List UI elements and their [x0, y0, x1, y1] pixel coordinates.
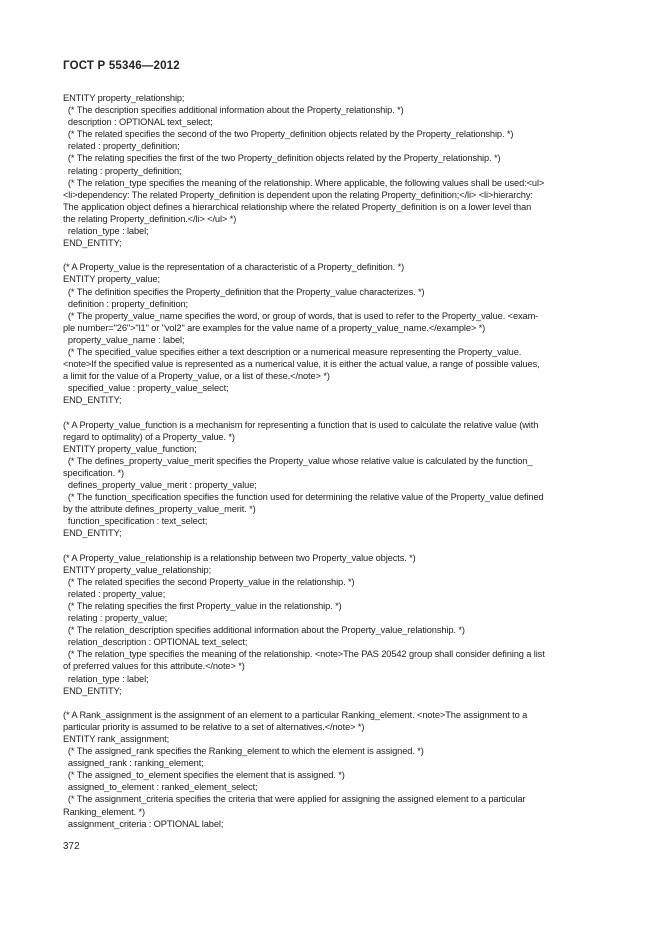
code-line: regard to optimality) of a Property_value. *): [63, 431, 235, 442]
code-line: (* The relation_type specifies the meaning of the relationship. <note>The PAS 20542 group shall consider defining a list: [63, 649, 545, 660]
code-line: The application object defines a hierarchical relationship where the related Property_definition is on a lower level than: [63, 201, 532, 212]
code-line: assigned_rank : ranking_element;: [63, 758, 204, 769]
code-line: (* The assigned_to_element specifies the element that is assigned. *): [63, 770, 345, 781]
code-line: Ranking_element. *): [63, 806, 145, 817]
code-line: [63, 406, 608, 418]
code-line: (* A Property_value_relationship is a relationship between two Property_value objects. *): [63, 552, 416, 563]
code-line: (* The relation_description specifies additional information about the Property_value_relationship. *): [63, 625, 465, 636]
code-line: related : property_definition;: [63, 141, 180, 152]
code-line: a limit for the value of a Property_value, or a list of these.</note> *): [63, 371, 330, 382]
code-line: (* A Property_value is the representation of a characteristic of a Property_definition. *): [63, 262, 405, 273]
code-line: <li>dependency: The related Property_definition is dependent upon the relating Property_definition;</li> <li>hierarchy:: [63, 189, 533, 200]
code-line: assigned_to_element : ranked_element_select;: [63, 782, 258, 793]
code-line: (* The assignment_criteria specifies the criteria that were applied for assigning the assigned element to a particular: [63, 794, 526, 805]
code-line: END_ENTITY;: [63, 238, 122, 249]
code-line: function_specification : text_select;: [63, 516, 208, 527]
code-line: relation_type : label;: [63, 673, 149, 684]
code-line: (* The relating specifies the first of the two Property_definition objects related by the Property_relationship. *): [63, 153, 501, 164]
code-line: (* The definition specifies the Property_definition that the Property_value characterizes. *): [63, 286, 425, 297]
code-line: defines_property_value_merit : property_value;: [63, 480, 257, 490]
code-line: ple number="26">"l1" or "vol2" are examples for the value name of a property_value_name.</example> *): [63, 322, 486, 333]
express-listing: [63, 92, 608, 830]
code-line: relating : property_value;: [63, 613, 168, 624]
code-line: of preferred values for this attribute.</note> *): [63, 661, 245, 672]
code-line: <note>If the specified value is represented as a numerical value, it is either the actual value, a range of possible values,: [63, 359, 540, 370]
code-line: (* The specified_value specifies either a text description or a numerical measure representing the Property_value.: [63, 346, 522, 357]
code-line: [63, 249, 608, 261]
code-line: END_ENTITY;: [63, 528, 122, 539]
code-line: ENTITY rank_assignment;: [63, 733, 170, 744]
code-line: particular priority is assumed to be relative to a set of alternatives.</note> *): [63, 721, 365, 732]
code-line: (* A Property_value_function is a mechanism for representing a function that is used to calculate the relative value (with: [63, 419, 539, 430]
code-line: definition : property_definition;: [63, 298, 189, 309]
code-line: ENTITY property_relationship;: [63, 93, 185, 103]
code-line: specification. *): [63, 467, 125, 478]
code-line: (* The assigned_rank specifies the Ranking_element to which the element is assigned. *): [63, 746, 424, 757]
code-line: (* The relating specifies the first Property_value in the relationship. *): [63, 600, 342, 611]
code-line: relation_type : label;: [63, 226, 149, 237]
code-line: (* A Rank_assignment is the assignment of an element to a particular Ranking_element. <note>The assignment to a: [63, 709, 528, 720]
code-line: related : property_value;: [63, 588, 166, 599]
code-line: assignment_criteria : OPTIONAL label;: [63, 818, 224, 829]
code-line: (* The related specifies the second Property_value in the relationship. *): [63, 576, 355, 587]
code-line: ENTITY property_value_function;: [63, 443, 197, 454]
code-line: ENTITY property_value;: [63, 274, 160, 285]
code-line: (* The relation_type specifies the meaning of the relationship. Where applicable, the following values shall be used:<ul>: [63, 177, 545, 188]
code-line: property_value_name : label;: [63, 334, 185, 345]
code-line: [63, 697, 608, 709]
code-line: the relating Property_definition.</li> </ul> *): [63, 213, 237, 224]
page-header: ГОСТ Р 55346—2012: [63, 60, 180, 72]
code-line: ENTITY property_value_relationship;: [63, 564, 212, 575]
code-line: description : OPTIONAL text_select;: [63, 117, 213, 128]
code-line: (* The defines_property_value_merit specifies the Property_value whose relative value is calculated by the function_: [63, 455, 533, 466]
code-line: END_ENTITY;: [63, 395, 122, 406]
code-line: (* The related specifies the second of the two Property_definition objects related by the Property_relationship. *): [63, 129, 514, 140]
code-line: END_ENTITY;: [63, 685, 122, 696]
code-line: relation_description : OPTIONAL text_select;: [63, 637, 248, 648]
code-line: relating : property_definition;: [63, 165, 182, 176]
code-line: (* The function_specification specifies the function used for determining the relative value of the Property_value defined: [63, 492, 544, 503]
code-line: (* The property_value_name specifies the word, or group of words, that is used to refer to the Property_value. <exam-: [63, 310, 539, 321]
code-line: [63, 539, 608, 551]
code-line: by the attribute defines_property_value_merit. *): [63, 504, 256, 515]
code-line: specified_value : property_value_select;: [63, 383, 229, 394]
code-line: (* The description specifies additional information about the Property_relationship. *): [63, 105, 404, 116]
page-number: 372: [63, 841, 80, 852]
